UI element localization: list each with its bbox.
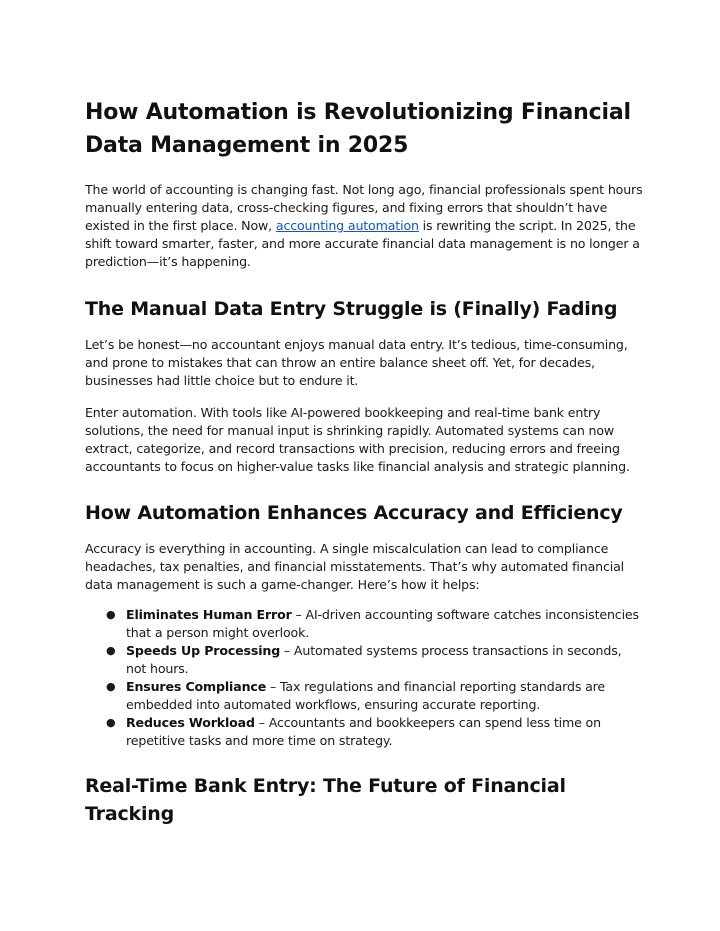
list-item-term: Reduces Workload bbox=[126, 715, 255, 730]
list-item-term: Eliminates Human Error bbox=[126, 607, 292, 622]
intro-paragraph bbox=[85, 181, 645, 271]
accounting-automation-link[interactable]: accounting automation bbox=[275, 218, 419, 233]
list-item bbox=[85, 714, 645, 750]
section1-paragraph: Let’s be honest—no accountant enjoys manual data entry. It’s tedious, time-consuming, and prone to mistakes that can throw an entire balance sheet off. Yet, for decades, businesses had little choice but to endure it. bbox=[85, 337, 628, 388]
section-heading-accuracy-efficiency: How Automation Enhances Accuracy and Efficiency bbox=[85, 502, 623, 524]
bullet-icon: ● bbox=[106, 716, 116, 729]
list-item bbox=[85, 606, 645, 642]
section2-paragraph: Accuracy is everything in accounting. A single miscalculation can lead to compliance headaches, tax penalties, and financial misstatements. That’s why automated financial data management is such a game-changer. Here’s how it helps: bbox=[85, 541, 625, 592]
list-item-term: Ensures Compliance bbox=[126, 679, 267, 694]
section-heading-real-time-bank-entry: Real-Time Bank Entry: The Future of Financial Tracking bbox=[85, 775, 566, 825]
benefits-list bbox=[85, 606, 645, 750]
list-item-text: – AI-driven accounting software catches inconsistencies that a person might overlook. bbox=[126, 607, 639, 640]
list-item bbox=[85, 678, 645, 714]
list-item-text: – Accountants and bookkeepers can spend less time on repetitive tasks and more time on strategy. bbox=[126, 715, 601, 748]
page-title: How Automation is Revolutionizing Financial Data Management in 2025 bbox=[85, 100, 631, 158]
bullet-icon: ● bbox=[106, 644, 116, 657]
section1-paragraph: Enter automation. With tools like AI-powered bookkeeping and real-time bank entry solutions, the need for manual input is shrinking rapidly. Automated systems can now extract, categorize, and record transactions with precision, reducing errors and freeing accountants to focus on higher-value tasks like financial analysis and strategic planning. bbox=[85, 405, 630, 474]
list-item-term: Speeds Up Processing bbox=[126, 643, 281, 658]
intro-text-after-link: is rewriting the script. In 2025, the shift toward smarter, faster, and more accurate financial data management is no longer a prediction—it’s happening. bbox=[85, 218, 640, 269]
document-page bbox=[85, 96, 645, 828]
section-heading-manual-entry: The Manual Data Entry Struggle is (Finally) Fading bbox=[85, 298, 618, 320]
bullet-icon: ● bbox=[106, 680, 116, 693]
list-item-text: – Automated systems process transactions in seconds, not hours. bbox=[126, 643, 622, 676]
bullet-icon: ● bbox=[106, 608, 116, 621]
list-item-text: – Tax regulations and financial reporting standards are embedded into automated workflows, ensuring accurate reporting. bbox=[126, 679, 606, 712]
intro-text-before-link: The world of accounting is changing fast. Not long ago, financial professionals spent hours manually entering data, cross-checking figures, and fixing errors that shouldn’t have existed in the first place. Now, bbox=[85, 182, 643, 233]
list-item bbox=[85, 642, 645, 678]
